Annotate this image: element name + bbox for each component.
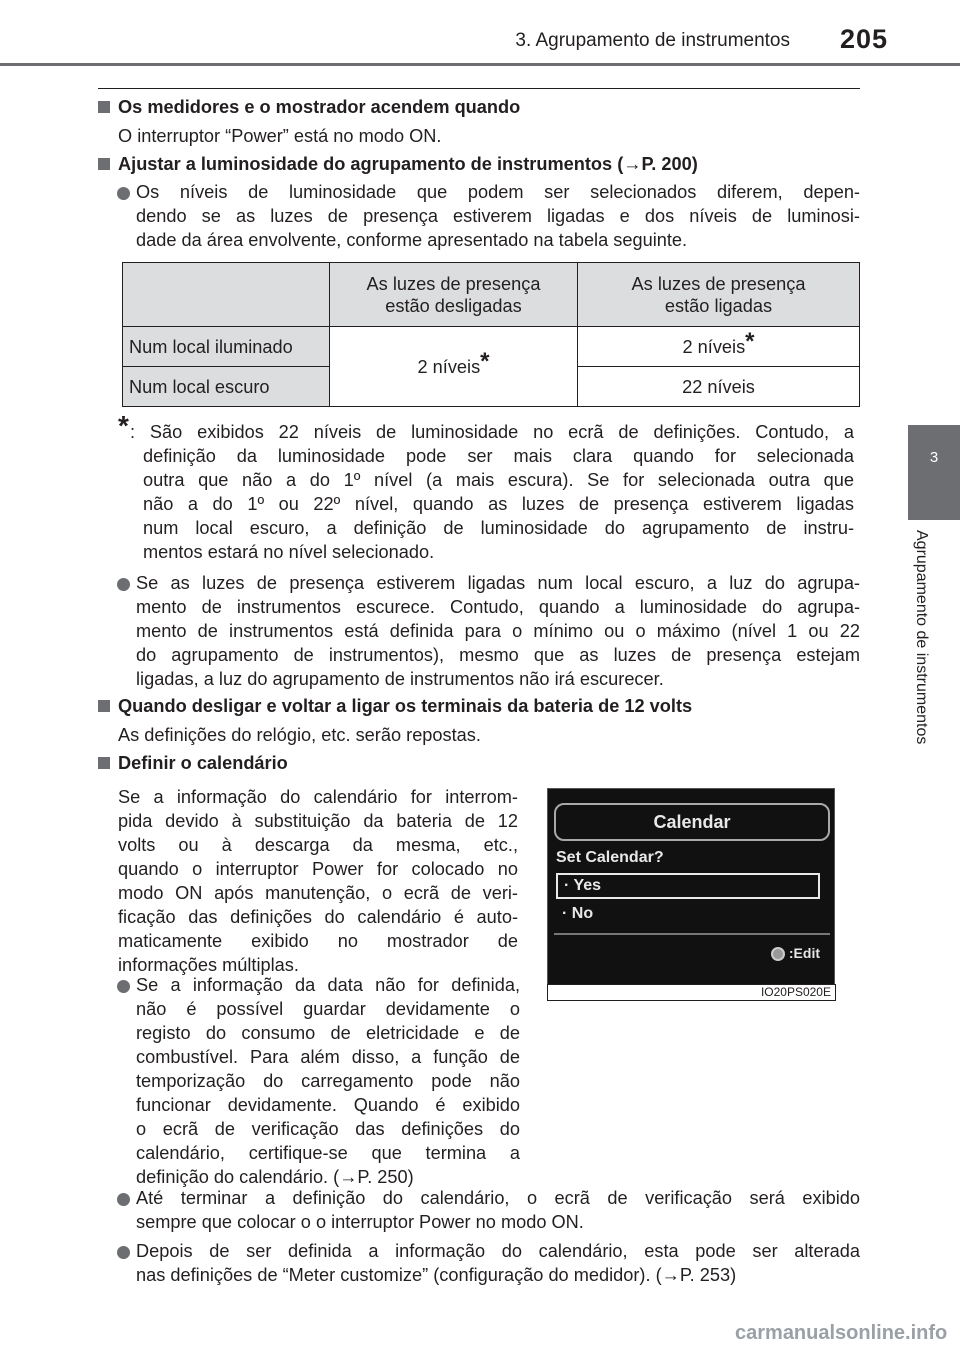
footnote-line: não a do 1º ou 22º nível, quando as luzes de presença estiverem ligadas xyxy=(143,494,854,514)
footnote-mark: * xyxy=(480,347,490,375)
bullet-text-line: não é possível guardar devidamente o xyxy=(136,999,520,1019)
edit-hint-text: :Edit xyxy=(788,945,820,961)
table-corner-cell xyxy=(123,263,330,327)
chapter-label-text: Agrupamento de instrumentos xyxy=(913,530,930,745)
bullet-text-line: calendário, certifique-se que termina a xyxy=(136,1143,520,1163)
chapter-tab xyxy=(908,425,960,520)
round-bullet-icon xyxy=(117,1193,130,1206)
table-cell-value: 2 níveis xyxy=(682,336,746,357)
paragraph-line: quando o interruptor Power for colocado no xyxy=(118,859,518,879)
table-cell-value: 2 níveis xyxy=(417,356,481,377)
square-bullet-icon xyxy=(98,700,110,712)
footnote-line: outra que não a do 1º nível (a mais escura). Se for selecionada outra que xyxy=(143,470,854,490)
bullet-text-line: registo do consumo de eletricidade e de xyxy=(136,1023,520,1043)
watermark: carmanualsonline.info xyxy=(735,1322,948,1344)
bullet-text-line: sempre que colocar o o interruptor Power no modo ON. xyxy=(136,1212,584,1232)
screen-edit-hint xyxy=(771,945,820,961)
table-cell xyxy=(578,327,860,367)
table-cell: 22 níveis xyxy=(578,367,860,407)
round-bullet-icon xyxy=(117,980,130,993)
section-heading: Os medidores e o mostrador acendem quando xyxy=(118,97,521,117)
footnote-line: definição da luminosidade pode ser mais clara quando for selecionada xyxy=(143,446,854,466)
bullet-text-line: Os níveis de luminosidade que podem ser selecionados diferem, depen- xyxy=(136,182,860,202)
page-header xyxy=(0,0,960,70)
paragraph-line: maticamente exibido no mostrador de xyxy=(118,931,518,951)
page-number: 205 xyxy=(839,24,888,54)
bullet-text-line: definição do calendário. (→P. 250) xyxy=(136,1167,414,1187)
round-bullet-icon xyxy=(117,187,130,200)
screen-divider xyxy=(554,933,830,935)
chapter-number: 3 xyxy=(929,449,939,466)
section-heading: Ajustar a luminosidade do agrupamento de instrumentos (→P. 200) xyxy=(118,154,698,174)
bullet-text-line: Se as luzes de presença estiverem ligadas num local escuro, a luz do agrupa- xyxy=(136,573,860,593)
bullet-text-line: dade da área envolvente, conforme apresentado na tabela seguinte. xyxy=(136,230,688,250)
figure-code: IO20PS020E xyxy=(760,985,831,999)
round-bullet-icon xyxy=(117,578,130,591)
header-rule xyxy=(0,63,960,66)
table-cell xyxy=(330,327,578,407)
bullet-text-line: combustível. Para além disso, a função de xyxy=(136,1047,520,1067)
table-header-cell xyxy=(578,263,860,327)
chapter-tab-label xyxy=(913,530,942,830)
screen-option-no: · No xyxy=(562,905,594,922)
section-body: O interruptor “Power” está no modo ON. xyxy=(118,126,442,146)
paragraph-line: ficação das definições do calendário é auto- xyxy=(118,907,518,927)
bullet-text-line: ligadas, a luz do agrupamento de instrumentos não irá escurecer. xyxy=(136,669,664,689)
table-header-line: As luzes de presença xyxy=(631,273,806,294)
bullet-text-line: nas definições de “Meter customize” (configuração do medidor). (→P. 253) xyxy=(136,1265,737,1285)
table-header-line: As luzes de presença xyxy=(366,273,541,294)
footnote-line: mentos estará no nível selecionado. xyxy=(143,542,435,562)
dial-icon xyxy=(771,947,785,961)
section-body: As definições do relógio, etc. serão repostas. xyxy=(118,725,481,745)
table-header-line: estão desligadas xyxy=(385,295,522,316)
square-bullet-icon xyxy=(98,101,110,113)
section-heading: Quando desligar e voltar a ligar os terminais da bateria de 12 volts xyxy=(118,696,693,716)
content-top-rule xyxy=(98,88,860,89)
screen-title-box xyxy=(554,803,830,841)
section-heading: Definir o calendário xyxy=(118,753,288,773)
footnote-line: num local escuro, a definição de luminosidade do agrupamento de instru- xyxy=(143,518,854,538)
paragraph-line: modo ON após manutenção, o ecrã de veri- xyxy=(118,883,518,903)
bullet-text-line: mento de instrumentos escurece. Contudo, quando a luminosidade do agrupa- xyxy=(136,597,860,617)
bullet-text-line: dendo se as luzes de presença estiverem ligadas e dos níveis de luminosi- xyxy=(136,206,860,226)
square-bullet-icon xyxy=(98,757,110,769)
bullet-text-line: Se a informação da data não for definida, xyxy=(136,975,520,995)
table-header-cell xyxy=(330,263,578,327)
bullet-text-line: Até terminar a definição do calendário, o ecrã de verificação será exibido xyxy=(136,1188,860,1208)
paragraph-line: volts ou à descarga da mesma, etc., xyxy=(118,835,518,855)
paragraph-line: informações múltiplas. xyxy=(118,955,299,975)
square-bullet-icon xyxy=(98,158,110,170)
bullet-text-line: Depois de ser definida a informação do calendário, esta pode ser alterada xyxy=(136,1241,860,1261)
section-title: 3. Agrupamento de instrumentos xyxy=(515,30,790,51)
footnote-mark: * xyxy=(745,327,755,355)
screen-title: Calendar xyxy=(653,812,731,832)
bullet-text-line: temporização do carregamento pode não xyxy=(136,1071,520,1091)
footnote-line: : São exibidos 22 níveis de luminosidade no ecrã de definições. Contudo, a xyxy=(130,422,854,442)
paragraph-line: Se a informação do calendário for interrom- xyxy=(118,787,518,807)
bullet-text-line: funcionar devidamente. Quando é exibido xyxy=(136,1095,520,1115)
bullet-text-line: o ecrã de verificação das definições do xyxy=(136,1119,520,1139)
round-bullet-icon xyxy=(117,1246,130,1259)
table-row-label: Num local escuro xyxy=(123,367,330,407)
footnote-asterisk: * xyxy=(118,410,129,441)
footnote-mark xyxy=(118,410,129,442)
paragraph-line: pida devido à substituição da bateria de 12 xyxy=(118,811,518,831)
screen-option-yes: · Yes xyxy=(556,873,820,899)
figure-caption xyxy=(547,984,836,1001)
table-row-label: Num local iluminado xyxy=(123,327,330,367)
screen-question: Set Calendar? xyxy=(556,849,664,866)
table-header-line: estão ligadas xyxy=(664,295,773,316)
brightness-table xyxy=(122,262,860,407)
bullet-text-line: mento de instrumentos está definida para o mínimo ou o máximo (nível 1 ou 22 xyxy=(136,621,860,641)
bullet-text-line: do agrupamento de instrumentos), mesmo que as luzes de presença estejam xyxy=(136,645,860,665)
calendar-screen-image xyxy=(547,788,835,985)
